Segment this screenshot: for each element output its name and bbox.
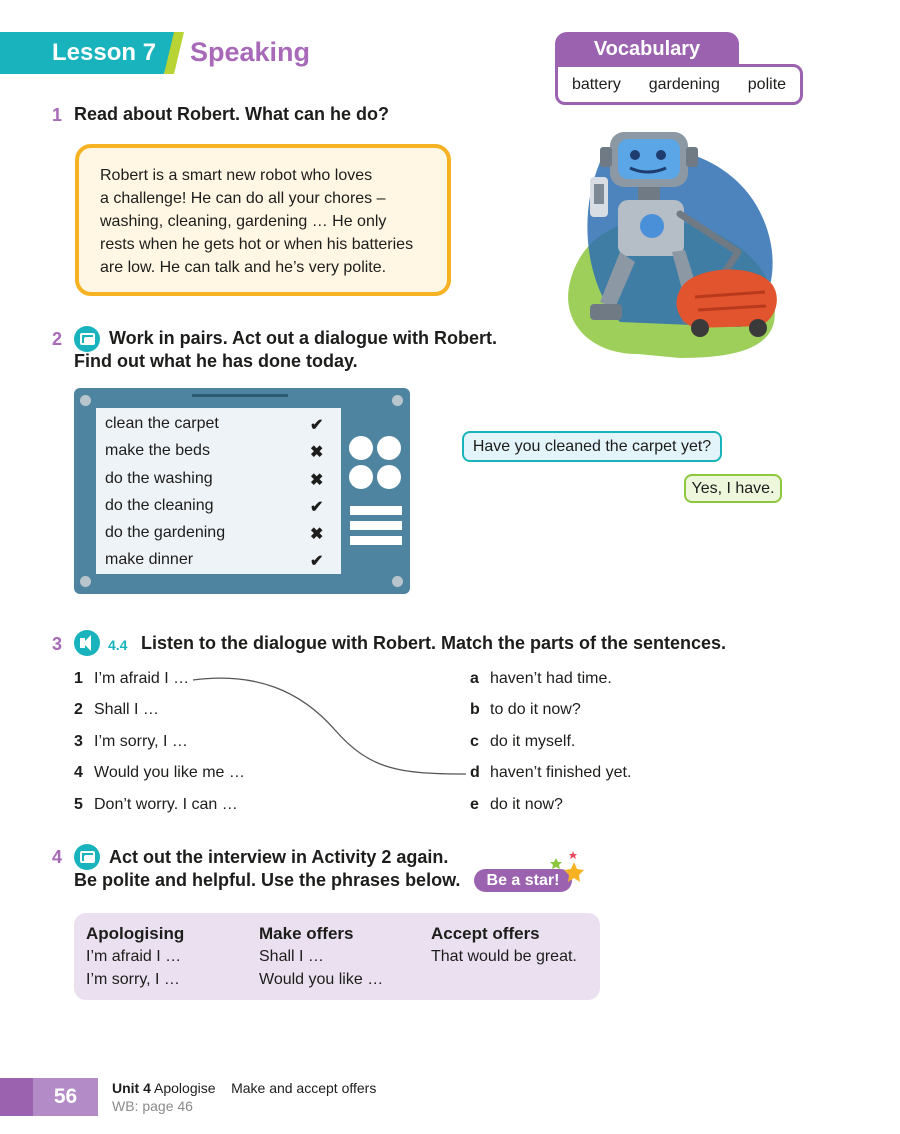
be-a-star-badge: Be a star!: [474, 869, 572, 892]
panel-bar: [350, 506, 402, 515]
dial-icon: [349, 436, 373, 460]
task-item: do the cleaning: [105, 497, 214, 514]
footer-workbook-reference: WB: page 46: [112, 1098, 193, 1114]
match-left-text: Don’t worry. I can …: [94, 796, 238, 813]
check-icon: ✔: [310, 499, 324, 516]
match-left-number: 2: [74, 701, 83, 718]
vocabulary-box: [555, 64, 803, 105]
check-icon: ✔: [310, 417, 324, 434]
match-left-text: Would you like me …: [94, 764, 245, 781]
footer-topics: Apologise Make and accept offers: [154, 1080, 377, 1096]
match-right-letter: d: [470, 764, 480, 781]
stars-icon: [548, 850, 586, 884]
match-left-text: I’m afraid I …: [94, 670, 190, 687]
activity-4-instruction-line-2: Be polite and helpful. Use the phrases below.: [74, 870, 461, 890]
match-left-number: 5: [74, 796, 83, 813]
robot-task-tablet: [74, 388, 410, 594]
task-item: make dinner: [105, 551, 194, 568]
match-right-letter: b: [470, 701, 480, 718]
activity-3-number: 3: [52, 634, 63, 654]
activity-1-instruction: Read about Robert. What can he do?: [74, 104, 390, 124]
audio-track-number: 4.4: [108, 637, 128, 653]
activity-2-number: 2: [52, 329, 63, 349]
phrase-item: That would be great.: [431, 948, 577, 965]
description-line: washing, cleaning, gardening … He only: [100, 213, 387, 230]
phrase-heading: Accept offers: [431, 924, 540, 943]
lesson-title: Speaking: [190, 37, 311, 67]
description-line: are low. He can talk and he’s very polite.: [100, 259, 387, 276]
phrase-item: I’m sorry, I …: [86, 971, 180, 988]
phrase-column-accept-offers: [431, 922, 577, 968]
pair-work-icon: [74, 844, 100, 870]
phrase-column-apologising: [86, 922, 184, 991]
screw-icon: [80, 576, 91, 587]
description-line: Robert is a smart new robot who loves: [100, 167, 373, 184]
lesson-number: Lesson 7: [52, 39, 157, 66]
cross-icon: ✖: [310, 472, 324, 489]
task-item: do the gardening: [105, 524, 226, 541]
tablet-slot: [192, 394, 288, 397]
cross-icon: ✖: [310, 444, 324, 461]
activity-4-instruction-line-1: Act out the interview in Activity 2 again.: [109, 847, 449, 867]
vocabulary-title: Vocabulary: [555, 32, 739, 66]
phrase-heading: Make offers: [259, 924, 354, 943]
robot-mowing-illustration: [560, 122, 790, 362]
match-left-number: 3: [74, 733, 83, 750]
footer-unit-info: [112, 1080, 376, 1096]
match-right-text: do it now?: [490, 796, 563, 813]
activity-1-number: 1: [52, 105, 63, 125]
check-icon: ✔: [310, 553, 324, 570]
footer-strip: [0, 1078, 33, 1116]
useful-phrases-box: [74, 913, 600, 1000]
dial-icon: [349, 465, 373, 489]
answer-speech-bubble: Yes, I have.: [684, 474, 782, 503]
page-number: 56: [33, 1078, 98, 1116]
screw-icon: [392, 395, 403, 406]
match-right-letter: a: [470, 670, 479, 687]
phrase-item: Shall I …: [259, 948, 324, 965]
activity-2-instruction-line-1: Work in pairs. Act out a dialogue with Robert.: [109, 328, 498, 348]
vocabulary-word: gardening: [648, 75, 720, 93]
footer-unit: Unit 4: [112, 1080, 151, 1096]
description-line: rests when he gets hot or when his batteries: [100, 236, 414, 253]
task-item: clean the carpet: [105, 415, 219, 432]
audio-icon[interactable]: [74, 630, 100, 656]
question-speech-bubble: Have you cleaned the carpet yet?: [462, 431, 722, 462]
pair-work-icon: [74, 326, 100, 352]
phrase-item: Would you like …: [259, 971, 384, 988]
activity-2-instruction-line-2: Find out what he has done today.: [74, 351, 358, 371]
task-item: make the beds: [105, 442, 210, 459]
activity-4-number: 4: [52, 847, 63, 867]
dial-icon: [377, 465, 401, 489]
phrase-heading: Apologising: [86, 924, 185, 943]
task-item: do the washing: [105, 470, 213, 487]
panel-bar: [350, 536, 402, 545]
match-right-text: haven’t finished yet.: [490, 764, 632, 781]
match-right-text: to do it now?: [490, 701, 581, 718]
screw-icon: [80, 395, 91, 406]
vocabulary-word: polite: [747, 75, 787, 93]
vocabulary-word: battery: [571, 75, 621, 93]
match-left-text: I’m sorry, I …: [94, 733, 188, 750]
match-right-text: do it myself.: [490, 733, 576, 750]
match-left-number: 1: [74, 670, 83, 687]
match-right-letter: c: [470, 733, 479, 750]
screw-icon: [392, 576, 403, 587]
activity-3-instruction: Listen to the dialogue with Robert. Match the parts of the sentences.: [141, 633, 727, 653]
match-left-number: 4: [74, 764, 83, 781]
robert-description-box: [75, 144, 451, 296]
match-right-letter: e: [470, 796, 479, 813]
dial-icon: [377, 436, 401, 460]
phrase-column-make-offers: [259, 922, 383, 991]
task-list: [96, 408, 341, 574]
panel-bar: [350, 521, 402, 530]
match-right-text: haven’t had time.: [490, 670, 612, 687]
cross-icon: ✖: [310, 526, 324, 543]
description-line: a challenge! He can do all your chores –: [100, 190, 386, 207]
match-left-text: Shall I …: [94, 701, 159, 718]
phrase-item: I’m afraid I …: [86, 948, 182, 965]
